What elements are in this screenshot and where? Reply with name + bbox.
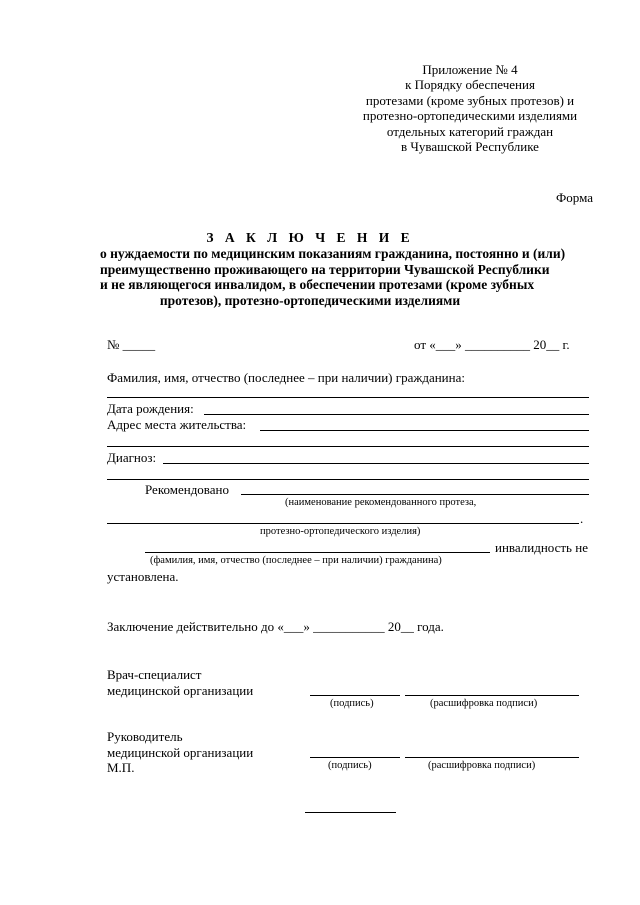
- form-label: Форма: [556, 190, 593, 205]
- recommended-hint-2: протезно-ортопедического изделия): [260, 526, 421, 537]
- appendix-line-6: в Чувашской Республике: [401, 139, 539, 155]
- address-label: Адрес места жительства:: [107, 417, 247, 432]
- subtitle-line-4: протезов), протезно-ортопедическими изделиями: [159, 292, 461, 308]
- title-block: [100, 230, 566, 308]
- conclusion-number: № _____: [107, 337, 156, 352]
- appendix-line-2: к Порядку обеспечения: [405, 77, 535, 93]
- footer-divider: [305, 812, 396, 813]
- dob-line[interactable]: [204, 414, 589, 415]
- conclusion-date: от «___» __________ 20__ г.: [414, 337, 570, 352]
- appendix-line-3: протезами (кроме зубных протезов) и: [365, 92, 575, 108]
- doctor-signature-line[interactable]: [310, 695, 400, 696]
- head-title-1: Руководитель: [107, 729, 183, 744]
- recommended-line[interactable]: [241, 494, 589, 495]
- subtitle-line-3: и не являющегося инвалидом, в обеспечении протезами (кроме зубных: [100, 277, 535, 293]
- recommended-period: .: [580, 511, 584, 526]
- appendix-line-5: отдельных категорий граждан: [386, 123, 554, 139]
- recommended-hint-1: (наименование рекомендованного протеза,: [285, 497, 477, 508]
- diagnosis-label: Диагноз:: [107, 450, 157, 465]
- head-decoding-hint: (расшифровка подписи): [428, 760, 536, 771]
- address-line[interactable]: [260, 430, 589, 431]
- citizen-name-hint: (фамилия, имя, отчество (последнее – при наличии) гражданина): [150, 555, 442, 566]
- appendix-line-1: Приложение № 4: [422, 62, 518, 77]
- full-name-label: Фамилия, имя, отчество (последнее – при наличии) гражданина:: [107, 370, 465, 385]
- doctor-title-1: Врач-специалист: [107, 667, 202, 682]
- doctor-decoding-hint: (расшифровка подписи): [430, 698, 538, 709]
- document-title: З А К Л Ю Ч Е Н И Е: [206, 230, 414, 245]
- diagnosis-line-2[interactable]: [107, 479, 589, 480]
- recommended-line-2[interactable]: [107, 523, 579, 524]
- appendix-line-4: протезно-ортопедическими изделиями: [362, 108, 578, 124]
- disability-text: инвалидность не: [495, 540, 588, 555]
- head-title-2: медицинской организации: [107, 745, 254, 760]
- stamp-label: М.П.: [107, 760, 135, 775]
- full-name-line[interactable]: [107, 397, 589, 398]
- doctor-signature-hint: (подпись): [330, 698, 374, 709]
- validity-text: Заключение действительно до «___» ___________ 20__ года.: [107, 619, 444, 634]
- appendix-block: [340, 62, 600, 154]
- doctor-title-2: медицинской организации: [107, 683, 254, 698]
- diagnosis-line[interactable]: [163, 463, 589, 464]
- established-text: установлена.: [107, 569, 179, 584]
- citizen-name-line[interactable]: [145, 552, 490, 553]
- dob-label: Дата рождения:: [107, 401, 194, 416]
- subtitle-line-1: о нуждаемости по медицинским показаниям гражданина, постоянно и (или): [100, 246, 566, 261]
- head-signature-line[interactable]: [310, 757, 400, 758]
- subtitle-line-2: преимущественно проживающего на территории Чувашской Республики: [100, 261, 550, 277]
- doctor-decoding-line[interactable]: [405, 695, 579, 696]
- head-decoding-line[interactable]: [405, 757, 579, 758]
- address-line-2[interactable]: [107, 446, 589, 447]
- head-signature-hint: (подпись): [328, 760, 372, 771]
- recommended-label: Рекомендовано: [145, 482, 229, 497]
